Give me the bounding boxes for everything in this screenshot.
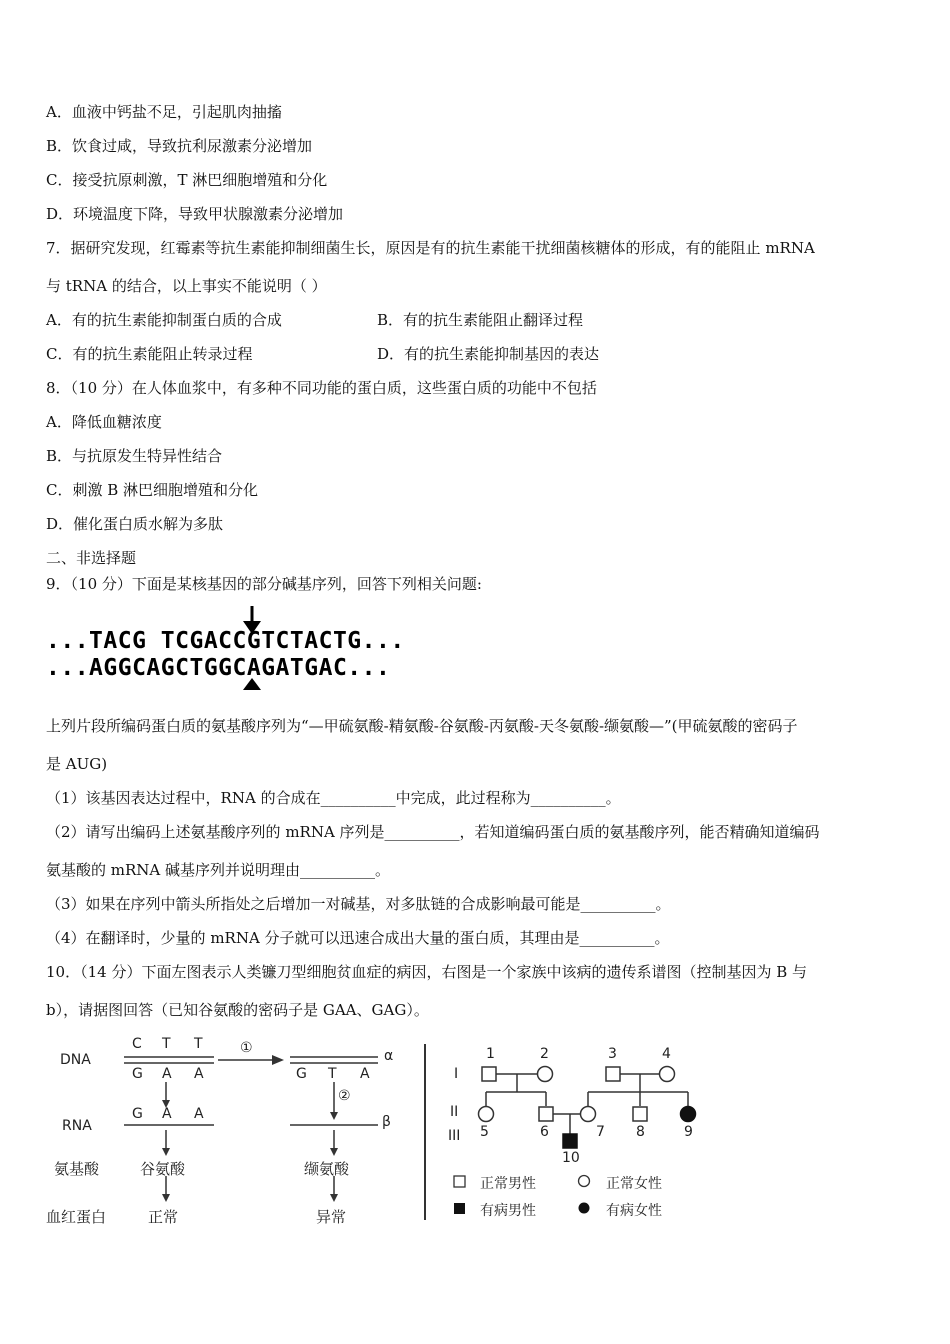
rna-base: G — [132, 1106, 143, 1122]
individual-number: 7 — [596, 1124, 605, 1140]
individual-number: 8 — [636, 1124, 645, 1140]
q6-option-b: B．饮食过咸，导致抗利尿激素分泌增加 — [46, 137, 313, 155]
q10-stem-line2: b），请据图回答（已知谷氨酸的密码子是 GAA、GAG）。 — [46, 1001, 429, 1019]
legend-affected-male: 有病男性 — [480, 1203, 536, 1219]
individual-number: 6 — [540, 1124, 549, 1140]
q8-option-d: D．催化蛋白质水解为多肽 — [46, 515, 224, 533]
individual-6-square — [539, 1107, 553, 1121]
amino-acid-normal: 谷氨酸 — [140, 1160, 186, 1178]
q8-option-a: A．降低血糖浓度 — [46, 413, 162, 431]
amino-acid-mutant: 缬氨酸 — [304, 1160, 350, 1178]
row-label-dna: DNA — [60, 1052, 91, 1068]
legend-affected-female: 有病女性 — [606, 1203, 662, 1219]
q7-stem-line2: 与 tRNA 的结合，以上事实不能说明（ ） — [46, 277, 327, 295]
step-2-label: ② — [338, 1088, 351, 1104]
individual-10-square-affected — [563, 1134, 577, 1148]
q9-part3: （3）如果在序列中箭头所指处之后增加一对碱基，对多肽链的合成影响最可能是__________。 — [46, 895, 671, 913]
pedigree-chart — [440, 1040, 710, 1230]
q9-desc-line2: 是 AUG) — [46, 755, 108, 773]
q7-option-d: D．有的抗生素能抑制基因的表达 — [377, 345, 600, 363]
individual-number: 1 — [486, 1046, 495, 1062]
dna-bottom-base: G — [132, 1066, 143, 1082]
row-label-hemoglobin: 血红蛋白 — [46, 1208, 107, 1226]
section-heading: 二、非选择题 — [46, 549, 137, 567]
q9-part4: （4）在翻译时，少量的 mRNA 分子就可以迅速合成出大量的蛋白质，其理由是__________。 — [46, 929, 670, 947]
individual-9-circle-affected — [681, 1107, 696, 1122]
dna-top-base: T — [194, 1036, 203, 1052]
dna-bottom-base: A — [162, 1066, 172, 1082]
generation-label-3: III — [448, 1128, 461, 1144]
beta-label: β — [382, 1114, 391, 1130]
individual-number: 3 — [608, 1046, 617, 1062]
individual-7-circle — [581, 1107, 596, 1122]
q9-part1: （1）该基因表达过程中，RNA 的合成在__________中完成，此过程称为__________。 — [46, 789, 621, 807]
legend-normal-male: 正常男性 — [480, 1176, 536, 1192]
dna-bottom-base: A — [194, 1066, 204, 1082]
figure-divider — [424, 1044, 426, 1220]
q6-option-d: D．环境温度下降，导致甲状腺激素分泌增加 — [46, 205, 344, 223]
legend-normal-female-icon — [579, 1176, 590, 1187]
legend-normal-male-icon — [454, 1176, 465, 1187]
step-1-label: ① — [240, 1040, 253, 1056]
q10-stem-line1: 10．（14 分）下面左图表示人类镰刀型细胞贫血症的病因，右图是一个家族中该病的遗传系谱图（控制基因为 B 与 — [46, 963, 808, 981]
alpha-label: α — [384, 1048, 394, 1064]
hemoglobin-mutant: 异常 — [316, 1208, 347, 1226]
individual-3-square — [606, 1067, 620, 1081]
q6-option-c: C．接受抗原刺激，T 淋巴细胞增殖和分化 — [46, 171, 328, 189]
q6-option-a: A．血液中钙盐不足，引起肌肉抽搐 — [46, 103, 282, 121]
q8-stem: 8．（10 分）在人体血浆中，有多种不同功能的蛋白质，这些蛋白质的功能中不包括 — [46, 379, 597, 397]
mutant-base: T — [328, 1066, 337, 1082]
individual-number: 5 — [480, 1124, 489, 1140]
rna-base: A — [162, 1106, 172, 1122]
mutant-base: A — [360, 1066, 370, 1082]
sickle-cell-diagram — [46, 1030, 416, 1230]
individual-number: 10 — [562, 1150, 580, 1166]
row-label-amino-acid: 氨基酸 — [54, 1160, 100, 1178]
mutant-base: G — [296, 1066, 307, 1082]
individual-number: 4 — [662, 1046, 671, 1062]
q9-part2-line2: 氨基酸的 mRNA 碱基序列并说明理由__________。 — [46, 861, 391, 879]
generation-label-1: I — [454, 1066, 459, 1082]
individual-number: 9 — [684, 1124, 693, 1140]
dna-top-base: T — [162, 1036, 171, 1052]
q9-desc-line1: 上列片段所编码蛋白质的氨基酸序列为“—甲硫氨酸-精氨酸-谷氨酸-丙氨酸-天冬氨酸-缬氨酸—”(甲硫氨酸的密码子 — [46, 717, 798, 735]
individual-8-square — [633, 1107, 647, 1121]
q9-stem: 9．（10 分）下面是某核基因的部分碱基序列，回答下列相关问题: — [46, 575, 482, 593]
diagram-lines — [46, 1030, 416, 1230]
individual-number: 2 — [540, 1046, 549, 1062]
q8-option-b: B．与抗原发生特异性结合 — [46, 447, 223, 465]
legend-affected-female-icon — [579, 1203, 590, 1214]
individual-1-square — [482, 1067, 496, 1081]
legend-normal-female: 正常女性 — [606, 1176, 662, 1192]
dna-sequence-bottom: ...AGGCAGCTGGCAGATGAC... — [46, 655, 391, 681]
individual-4-circle — [660, 1067, 675, 1082]
q7-stem-line1: 7．据研究发现，红霉素等抗生素能抑制细菌生长，原因是有的抗生素能干扰细菌核糖体的形成，有的能阻止 mRNA — [46, 239, 815, 257]
hemoglobin-normal: 正常 — [148, 1208, 179, 1226]
q7-option-c: C．有的抗生素能阻止转录过程 — [46, 345, 253, 363]
q9-part2-line1: （2）请写出编码上述氨基酸序列的 mRNA 序列是__________，若知道编码蛋白质的氨基酸序列，能否精确知道编码 — [46, 823, 820, 841]
legend-affected-male-icon — [454, 1203, 465, 1214]
rna-base: A — [194, 1106, 204, 1122]
dna-top-base: C — [132, 1036, 142, 1052]
q7-option-a: A．有的抗生素能抑制蛋白质的合成 — [46, 311, 282, 329]
dna-sequence-top: ...TACG TCGACCGTCTACTG... — [46, 628, 405, 654]
individual-5-circle — [479, 1107, 494, 1122]
q8-option-c: C．刺激 B 淋巴细胞增殖和分化 — [46, 481, 259, 499]
row-label-rna: RNA — [62, 1118, 92, 1134]
individual-2-circle — [538, 1067, 553, 1082]
q7-option-b: B．有的抗生素能阻止翻译过程 — [377, 311, 584, 329]
generation-label-2: II — [450, 1104, 459, 1120]
